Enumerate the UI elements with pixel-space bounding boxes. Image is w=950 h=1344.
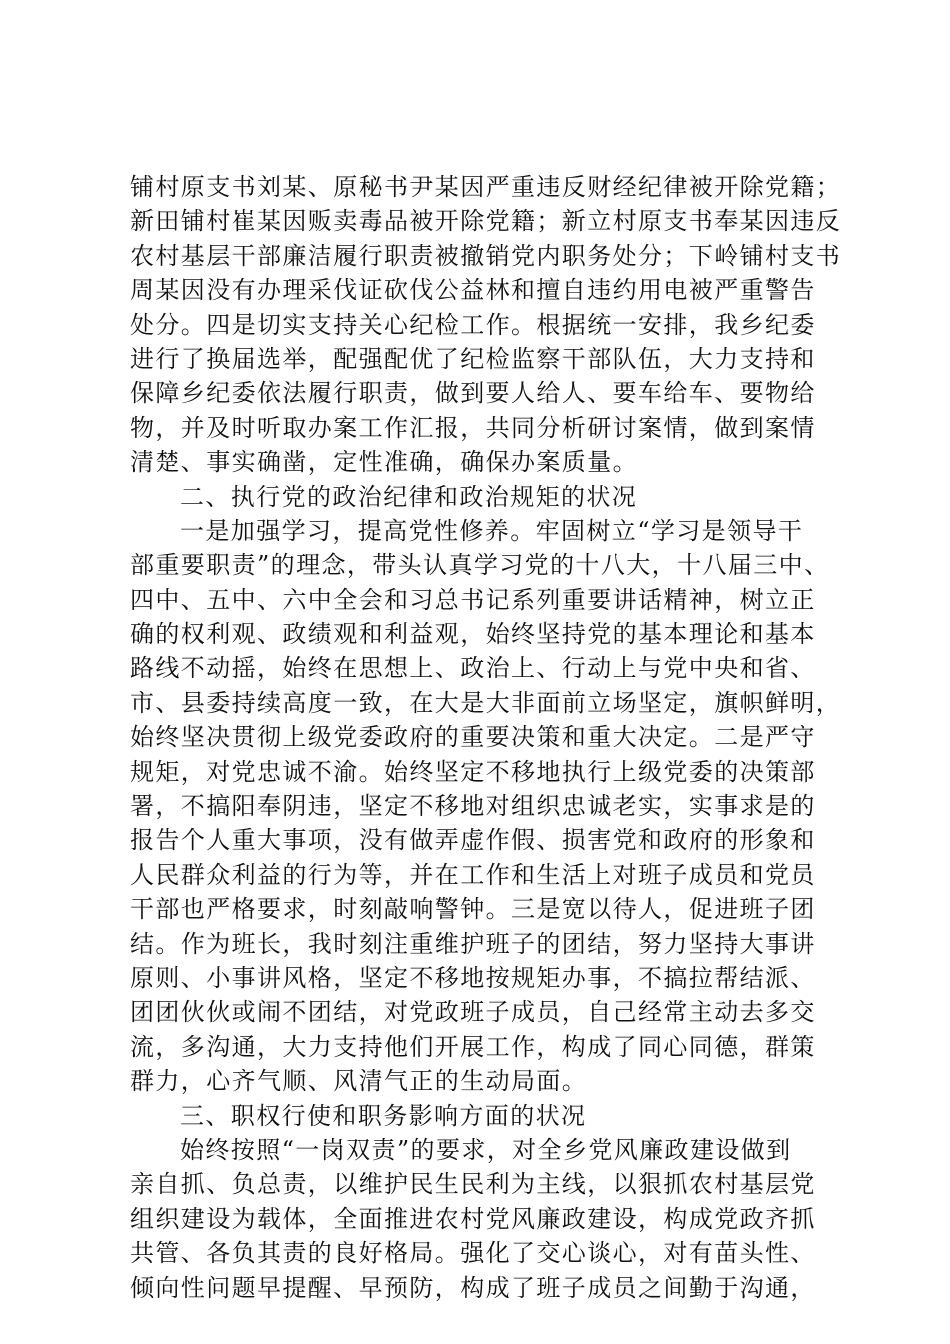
- text-line: 三、职权行使和职务影响方面的状况: [180, 1101, 587, 1130]
- text-line: 进行了换届选举，配强配优了纪检监察干部队伍，大力支持和: [130, 344, 816, 373]
- text-line: 流，多沟通，大力支持他们开展工作，构成了同心同德，群策: [130, 1032, 816, 1061]
- text-line: 物，并及时听取办案工作汇报，共同分析研讨案情，做到案情: [130, 413, 816, 442]
- text-line: 团团伙伙或闹不团结，对党政班子成员，自己经常主动去多交: [130, 998, 816, 1027]
- text-line: 报告个人重大事项，没有做弄虚作假、损害党和政府的形象和: [130, 826, 816, 855]
- text-line: 二、执行党的政治纪律和政治规矩的状况: [180, 482, 638, 511]
- text-line: 保障乡纪委依法履行职责，做到要人给人、要车给车、要物给: [130, 379, 816, 408]
- text-line: 亲自抓、负总责，以维护民生民利为主线，以狠抓农村基层党: [130, 1170, 816, 1199]
- text-line: 共管、各负其责的良好格局。强化了交心谈心，对有苗头性、: [130, 1239, 816, 1268]
- text-line: 规矩，对党忠诚不渝。始终坚定不移地执行上级党委的决策部: [130, 757, 816, 786]
- text-line: 始终坚决贯彻上级党委政府的重要决策和重大决定。二是严守: [130, 723, 816, 752]
- text-line: 倾向性问题早提醒、早预防，构成了班子成员之间勤于沟通，: [130, 1273, 816, 1302]
- text-line: 一是加强学习，提高党性修养。牢固树立“学习是领导干: [180, 516, 804, 545]
- text-line: 清楚、事实确凿，定性准确，确保办案质量。: [130, 448, 638, 477]
- text-line: 人民群众利益的行为等，并在工作和生活上对班子成员和党员: [130, 860, 816, 889]
- text-line: 路线不动摇，始终在思想上、政治上、行动上与党中央和省、: [130, 654, 816, 683]
- text-line: 铺村原支书刘某、原秘书尹某因严重违反财经纪律被开除党籍；: [130, 173, 842, 201]
- text-line: 市、县委持续高度一致，在大是大非面前立场坚定，旗帜鲜明，: [130, 688, 842, 717]
- text-line: 结。作为班长，我时刻注重维护班子的团结，努力坚持大事讲: [130, 929, 816, 958]
- text-line: 处分。四是切实支持关心纪检工作。根据统一安排，我乡纪委: [130, 310, 816, 339]
- text-line: 群力，心齐气顺、风清气正的生动局面。: [130, 1067, 588, 1096]
- text-line: 农村基层干部廉洁履行职责被撤销党内职务处分；下岭铺村支书: [130, 241, 842, 270]
- text-line: 署，不搞阳奉阴违，坚定不移地对组织忠诚老实，实事求是的: [130, 792, 816, 821]
- document-body-text: [130, 170, 842, 1305]
- text-line: 确的权利观、政绩观和利益观，始终坚持党的基本理论和基本: [130, 620, 816, 649]
- text-line: 组织建设为载体，全面推进农村党风廉政建设，构成党政齐抓: [130, 1204, 816, 1233]
- text-line: 四中、五中、六中全会和习总书记系列重要讲话精神，树立正: [130, 585, 816, 614]
- text-line: 新田铺村崔某因贩卖毒品被开除党籍；新立村原支书奉某因违反: [130, 207, 842, 236]
- text-line: 干部也严格要求，时刻敲响警钟。三是宽以待人，促进班子团: [130, 895, 816, 924]
- text-line: 始终按照“一岗双责”的要求，对全乡党风廉政建设做到: [180, 1135, 792, 1164]
- text-line: 原则、小事讲风格，坚定不移地按规矩办事，不搞拉帮结派、: [130, 963, 816, 992]
- text-line: 周某因没有办理采伐证砍伐公益林和擅自违约用电被严重警告: [130, 276, 816, 305]
- text-line: 部重要职责”的理念，带头认真学习党的十八大，十八届三中、: [130, 551, 830, 580]
